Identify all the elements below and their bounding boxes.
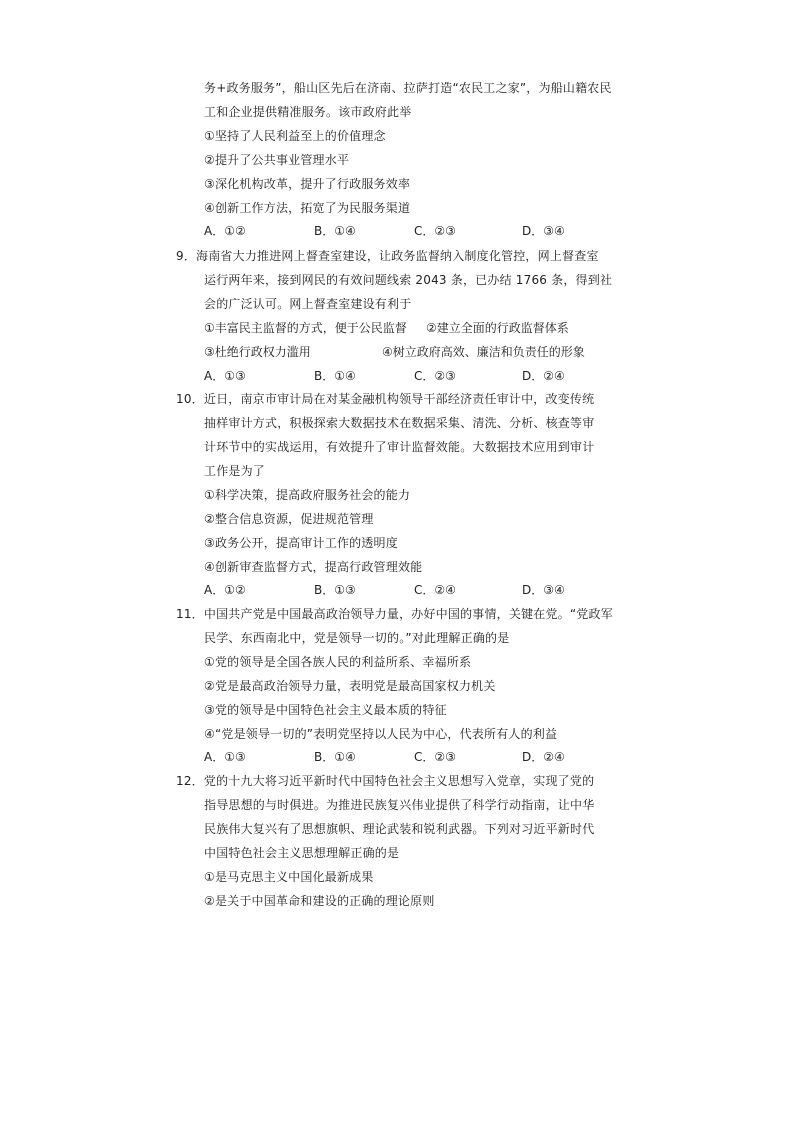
q10-stem-line: 抽样审计方式，积极探索大数据技术在数据采集、清洗、分析、核查等审 xyxy=(204,416,595,430)
q9-item: ③杜绝行政权力滥用 xyxy=(204,345,311,359)
intro-item: ④创新工作方法，拓宽了为民服务渠道 xyxy=(204,201,411,215)
option-c[interactable]: C．②④ xyxy=(414,583,456,597)
option-c[interactable]: C．②③ xyxy=(414,224,456,238)
option-d[interactable]: D．②④ xyxy=(522,369,565,383)
intro-options xyxy=(204,223,624,239)
option-a[interactable]: A．①② xyxy=(204,224,246,238)
option-d[interactable]: D．②④ xyxy=(522,750,565,764)
q11-stem-line: 11．中国共产党是中国最高政治领导力量，办好中国的事情，关键在党。“党政军 xyxy=(176,607,613,621)
q9-stem-line: 运行两年来，接到网民的有效问题线索 2043 条，已办结 1766 条，得到社 xyxy=(204,273,613,287)
q9-stem-line: 会的广泛认可。网上督查室建设有利于 xyxy=(204,297,412,311)
q9-stem-line: 9．海南省大力推进网上督查室建设，让政务监督纳入制度化管控，网上督查室 xyxy=(176,249,599,263)
q9-items-row xyxy=(204,320,604,336)
q9-item: ②建立全面的行政监督体系 xyxy=(426,321,569,335)
option-a[interactable]: A．①③ xyxy=(204,369,246,383)
q12-stem-line: 12．党的十九大将习近平新时代中国特色社会主义思想写入党章，实现了党的 xyxy=(176,774,595,788)
q9-items-row xyxy=(204,344,604,360)
option-b[interactable]: B．①④ xyxy=(314,369,356,383)
q12-stem-line: 指导思想的与时俱进。为推进民族复兴伟业提供了科学行动指南，让中华 xyxy=(204,798,595,812)
option-c[interactable]: C．②③ xyxy=(414,369,456,383)
q11-item: ②党是最高政治领导力量，表明党是最高国家权力机关 xyxy=(204,679,496,693)
q12-stem-line: 民族伟大复兴有了思想旗帜、理论武装和锐利武器。下列对习近平新时代 xyxy=(204,822,595,836)
option-a[interactable]: A．①③ xyxy=(204,750,246,764)
q10-stem-line: 计环节中的实战运用，有效提升了审计监督效能。大数据技术应用到审计 xyxy=(204,440,595,454)
q10-item: ④创新审查监督方式，提高行政管理效能 xyxy=(204,560,423,574)
q11-item: ④“党是领导一切的”表明党坚持以人民为中心，代表所有人的利益 xyxy=(204,727,558,741)
q11-item: ①党的领导是全国各族人民的利益所系、幸福所系 xyxy=(204,655,472,669)
option-b[interactable]: B．①③ xyxy=(314,583,356,597)
q9-item: ①丰富民主监督的方式，便于公民监督 xyxy=(204,321,407,335)
intro-item: ②提升了公共事业管理水平 xyxy=(204,153,350,167)
option-b[interactable]: B．①④ xyxy=(314,750,356,764)
option-d[interactable]: D．③④ xyxy=(522,583,565,597)
option-b[interactable]: B．①④ xyxy=(314,224,356,238)
q12-stem-line: 中国特色社会主义思想理解正确的是 xyxy=(204,846,400,860)
q12-item: ②是关于中国革命和建设的正确的理论原则 xyxy=(204,894,435,908)
q11-options xyxy=(204,749,624,765)
option-c[interactable]: C．②③ xyxy=(414,750,456,764)
option-a[interactable]: A．①② xyxy=(204,583,246,597)
q9-item: ④树立政府高效、廉洁和负责任的形象 xyxy=(382,345,585,359)
q11-stem-line: 民学、东西南北中，党是领导一切的。”对此理解正确的是 xyxy=(204,631,510,645)
intro-line: 务+政务服务”，船山区先后在济南、拉萨打造“农民工之家”，为船山籍农民 xyxy=(204,81,612,95)
q10-item: ②整合信息资源，促进规范管理 xyxy=(204,512,374,526)
q10-options xyxy=(204,582,624,598)
q9-options xyxy=(204,368,624,384)
intro-item: ①坚持了人民利益至上的价值理念 xyxy=(204,129,386,143)
q10-item: ③政务公开，提高审计工作的透明度 xyxy=(204,536,398,550)
q10-item: ①科学决策，提高政府服务社会的能力 xyxy=(204,488,411,502)
q10-stem-line: 10．近日，南京市审计局在对某金融机构领导干部经济责任审计中，改变传统 xyxy=(176,392,595,406)
option-d[interactable]: D．③④ xyxy=(522,224,565,238)
q10-stem-line: 工作是为了 xyxy=(204,464,266,478)
intro-item: ③深化机构改革，提升了行政服务效率 xyxy=(204,177,411,191)
q11-item: ③党的领导是中国特色社会主义最本质的特征 xyxy=(204,703,447,717)
intro-line: 工和企业提供精准服务。该市政府此举 xyxy=(204,105,412,119)
q12-item: ①是马克思主义中国化最新成果 xyxy=(204,870,374,884)
